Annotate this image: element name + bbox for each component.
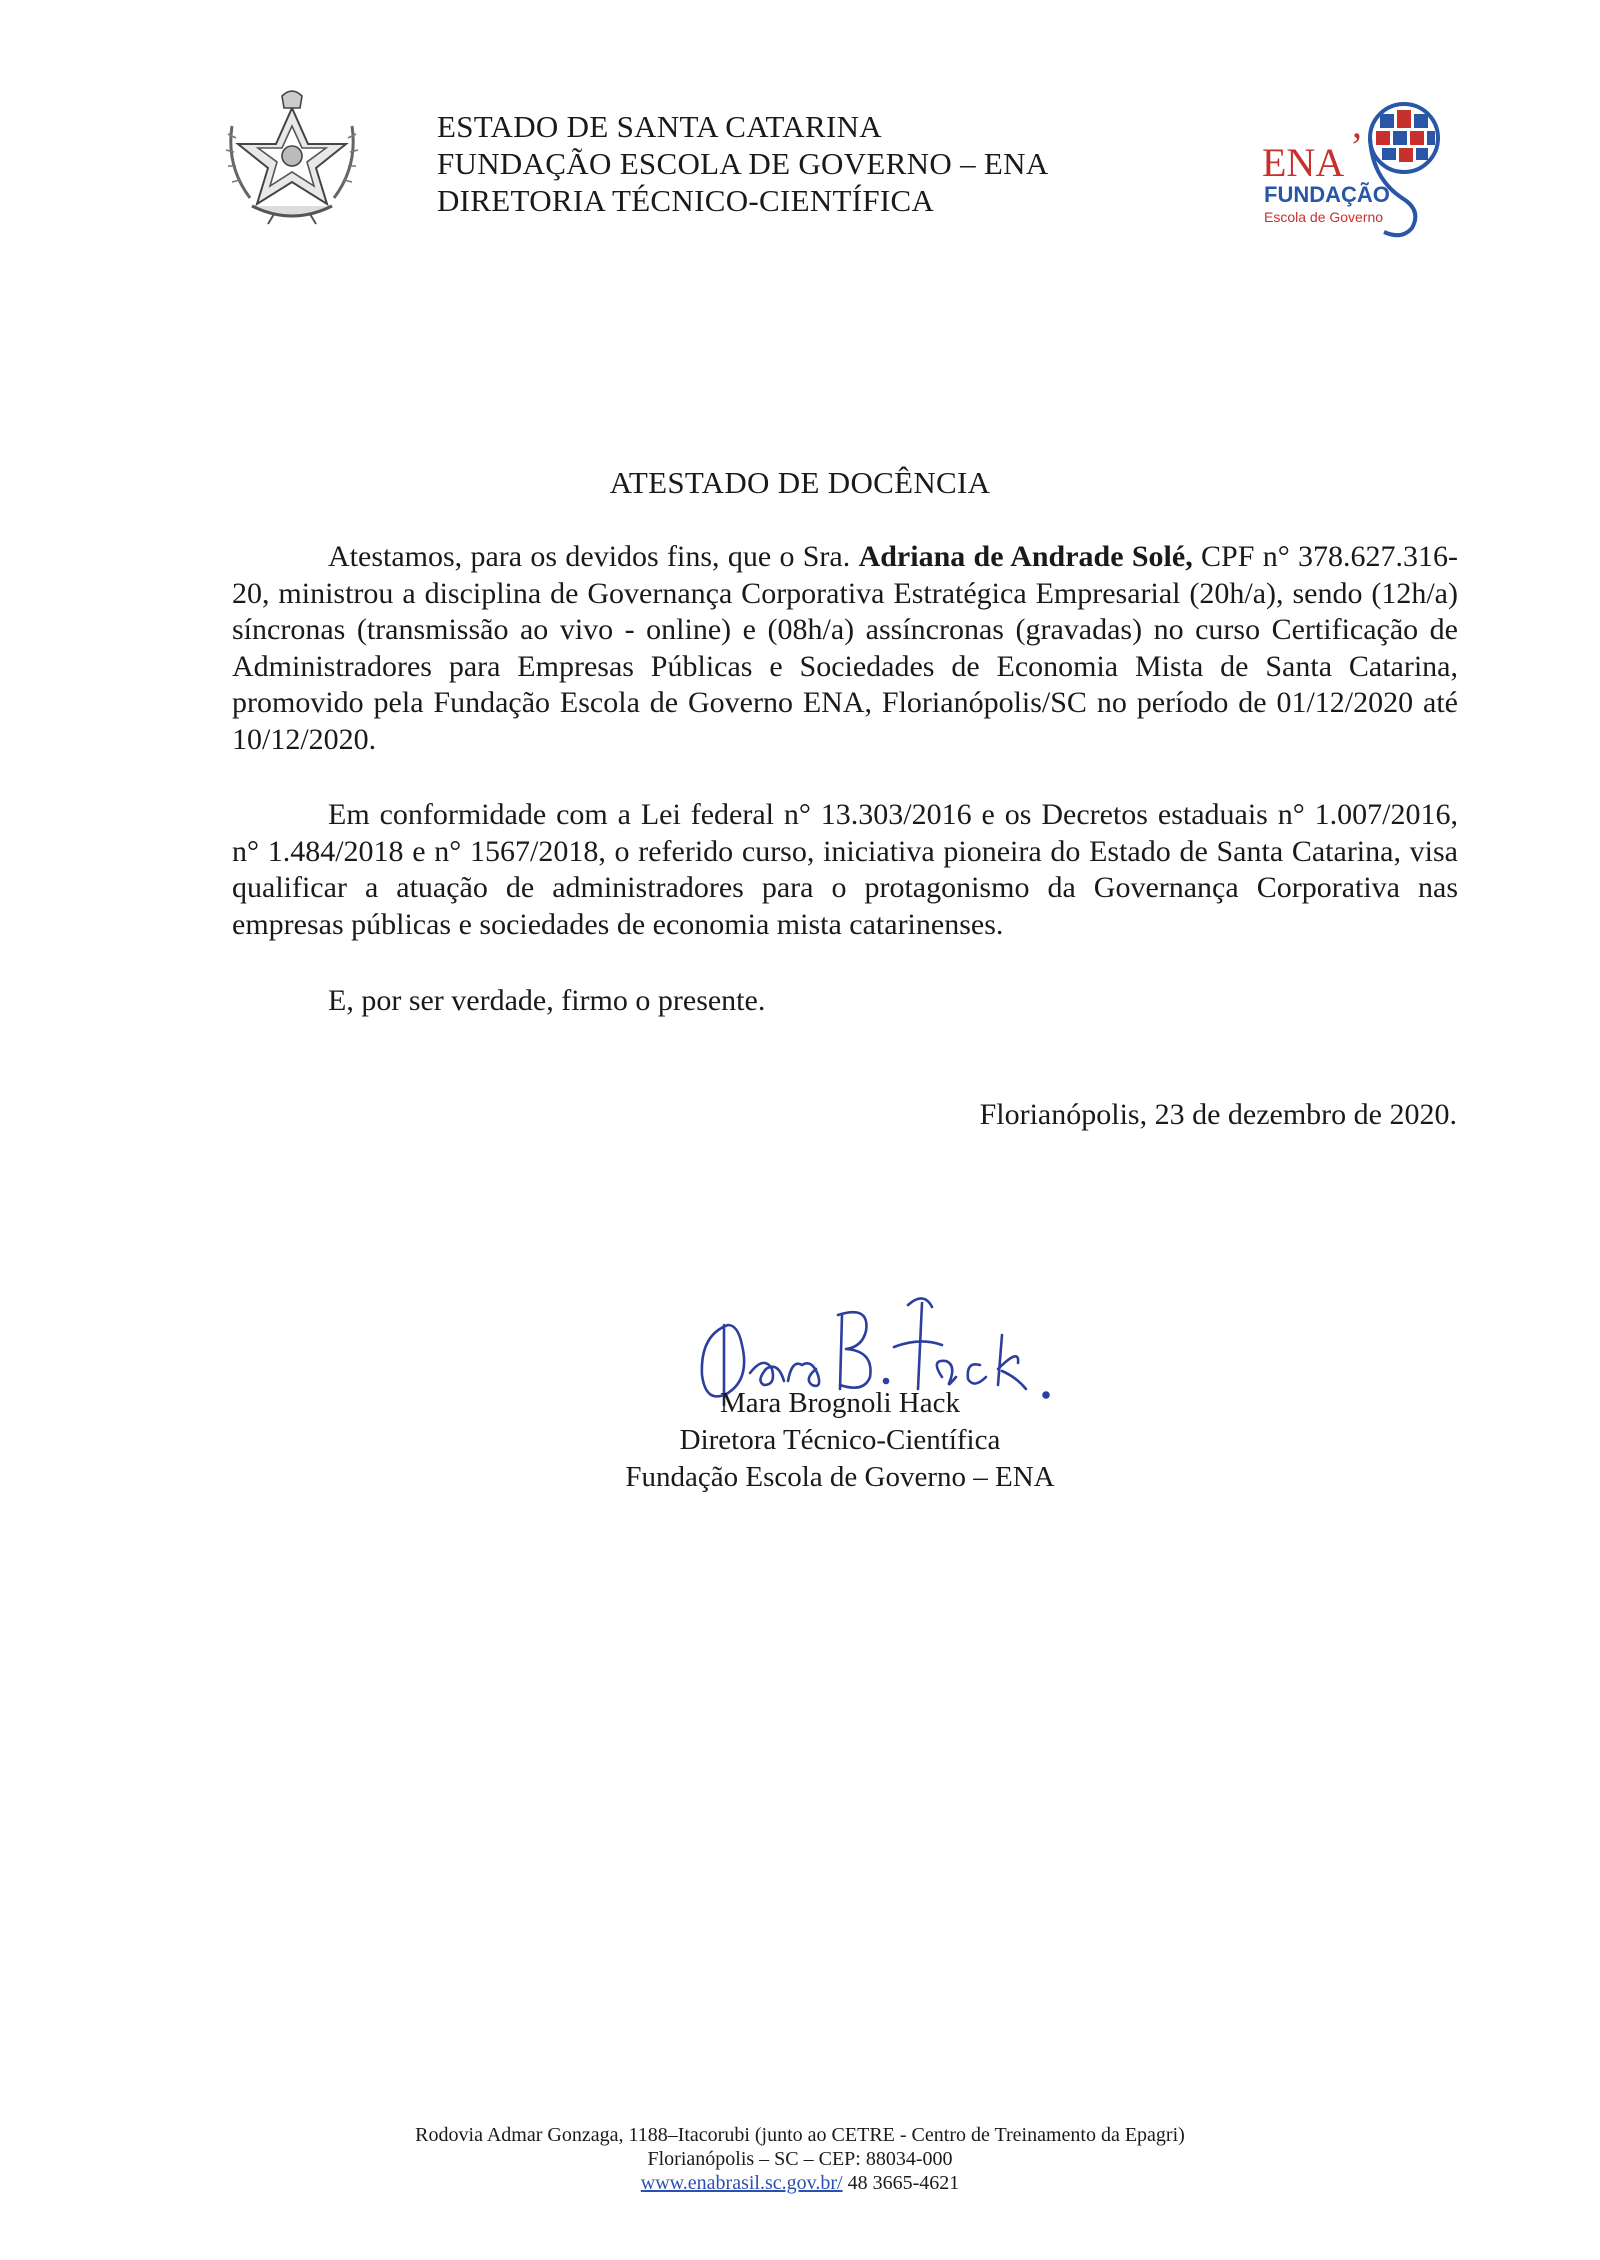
body-paragraph-3: E, por ser verdade, firmo o presente.: [328, 984, 766, 1017]
header-directorate-name: DIRETORIA TÉCNICO-CIENTÍFICA: [437, 183, 935, 218]
header-state-name: ESTADO DE SANTA CATARINA: [437, 109, 882, 144]
paragraph-2-text: Em conformidade com a Lei federal n° 13.303/2016 e os Decretos estaduais n° 1.007/2016, n° 1.484/2018 e n° 1567/2018, o referido curso, iniciativa pioneira do Estado de Santa Catarina, visa qualificar a atuação de administradores para o protagonismo da Governança Corporativa nas empresas públicas e sociedades de economia mista catarinenses.: [232, 798, 1458, 941]
footer-phone: 48 3665-4621: [842, 2172, 960, 2194]
state-coat-of-arms-icon: [222, 86, 362, 226]
footer-address-line: Rodovia Admar Gonzaga, 1188–Itacorubi (junto ao CETRE - Centro de Treinamento da Epagri): [415, 2124, 1185, 2146]
place-and-date: Florianópolis, 23 de dezembro de 2020.: [979, 1098, 1457, 1131]
website-link[interactable]: www.enabrasil.sc.gov.br/: [640, 2172, 843, 2194]
logo-fundacao-text: FUNDAÇÃO: [1264, 182, 1390, 207]
signatory-role: Diretora Técnico-Científica: [679, 1424, 1001, 1456]
body-paragraph-1: [232, 539, 1458, 758]
signatory-name: Mara Brognoli Hack: [720, 1387, 960, 1419]
footer-city-line: Florianópolis – SC – CEP: 88034-000: [647, 2148, 953, 2170]
header-foundation-name: FUNDAÇÃO ESCOLA DE GOVERNO – ENA: [437, 146, 1049, 181]
body-paragraph-2: [232, 797, 1458, 943]
signatory-organization: Fundação Escola de Governo – ENA: [625, 1461, 1055, 1493]
footer-address: [0, 2123, 1600, 2195]
person-name: Adriana de Andrade Solé,: [858, 540, 1193, 573]
svg-text:’: ’: [1350, 124, 1364, 169]
document-title: ATESTADO DE DOCÊNCIA: [609, 465, 991, 500]
paragraph-1-lead: Atestamos, para os devidos fins, que o Sra.: [328, 540, 859, 573]
letterhead: [437, 108, 1049, 219]
logo-ena-text: ENA: [1262, 140, 1345, 185]
signature-block: [560, 1385, 1120, 1496]
logo-escola-text: Escola de Governo: [1264, 209, 1384, 225]
ena-foundation-logo: [1252, 98, 1462, 248]
paragraph-1-rest: CPF n° 378.627.316-20, ministrou a disciplina de Governança Corporativa Estratégica Empresarial (20h/a), sendo (12h/a) síncronas (transmissão ao vivo - online) e (08h/a) assíncronas (gravadas) no curso Certificação de Administradores para Empresas Públicas e Sociedades de Economia Mista de Santa Catarina, promovido pela Fundação Escola de Governo ENA, Florianópolis/SC no período de 01/12/2020 até 10/12/2020.: [232, 540, 1459, 756]
footer-contact-line: [0, 2171, 1600, 2195]
